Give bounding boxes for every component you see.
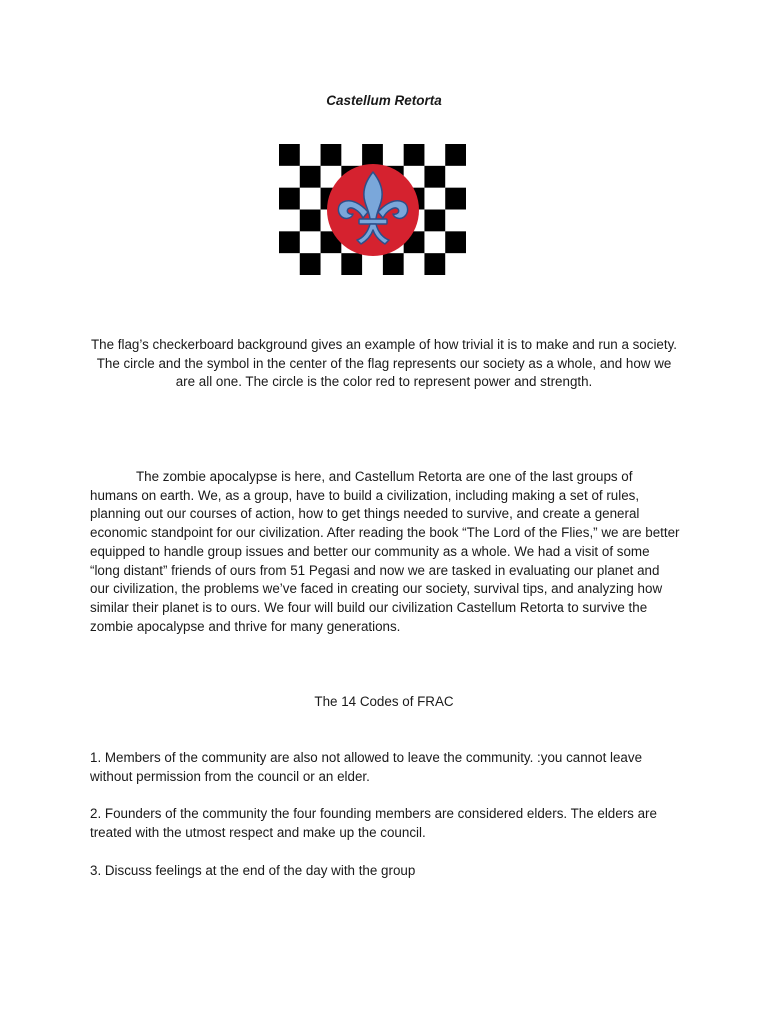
checker-square bbox=[300, 188, 321, 210]
flag-image bbox=[279, 144, 466, 275]
checker-square bbox=[404, 253, 425, 275]
checker-square bbox=[445, 188, 466, 210]
checker-square bbox=[383, 253, 404, 275]
checker-square bbox=[300, 166, 321, 188]
checker-square bbox=[300, 253, 321, 275]
rule-item: 1. Members of the community are also not allowed to leave the community. :you cannot leave without permission from the council or an elder. bbox=[90, 750, 643, 784]
checker-square bbox=[445, 144, 466, 166]
checker-square bbox=[362, 144, 383, 166]
checker-square bbox=[424, 144, 445, 166]
checker-square bbox=[445, 166, 466, 188]
flag-description: The flag’s checkerboard background gives an example of how trivial it is to make and run a society. The circle and the symbol in the center of the flag represents our society as a whole, and how we are all one. The circle is the color red to represent power and strength. bbox=[90, 337, 678, 390]
checker-square bbox=[383, 144, 404, 166]
checker-square bbox=[404, 144, 425, 166]
rule-item: 3. Discuss feelings at the end of the day with the group bbox=[90, 863, 416, 878]
checker-square bbox=[445, 210, 466, 232]
checker-square bbox=[300, 210, 321, 232]
intro-text: The zombie apocalypse is here, and Castellum Retorta are one of the last groups of humans on earth. We, as a group, have to build a civilization, including making a set of rules, planning out our courses of action, how to get things needed to survive, and create a general economic standpoint for our civilization. After reading the book “The Lord of the Flies,” we are better equipped to handle group issues and better our community as a whole. We had a visit of some “long distant” friends of ours from 51 Pegasi and now we are tasked in evaluating our planet and our civilization, the problems we’ve faced in creating our society, survival tips, and analyzing how similar their planet is to ours. We four will build our civilization Castellum Retorta to survive the zombie apocalypse and thrive for many generations. bbox=[90, 469, 680, 634]
checker-square bbox=[300, 231, 321, 253]
checker-square bbox=[321, 253, 342, 275]
checker-square bbox=[424, 253, 445, 275]
checker-square bbox=[279, 144, 300, 166]
checker-square bbox=[341, 253, 362, 275]
checker-square bbox=[279, 253, 300, 275]
rule-item: 2. Founders of the community the four founding members are considered elders. The elders are treated with the utmost respect and make up the council. bbox=[90, 806, 657, 840]
checker-square bbox=[321, 144, 342, 166]
checker-square bbox=[341, 144, 362, 166]
checker-square bbox=[424, 210, 445, 232]
checker-square bbox=[279, 166, 300, 188]
checker-square bbox=[445, 231, 466, 253]
checker-square bbox=[279, 231, 300, 253]
checker-square bbox=[424, 188, 445, 210]
checker-square bbox=[279, 210, 300, 232]
intro-paragraph bbox=[90, 468, 680, 636]
checker-square bbox=[424, 231, 445, 253]
checker-square bbox=[424, 166, 445, 188]
checker-square bbox=[362, 253, 383, 275]
checker-square bbox=[445, 253, 466, 275]
codes-heading: The 14 Codes of FRAC bbox=[314, 694, 454, 709]
checker-square bbox=[300, 144, 321, 166]
checker-square bbox=[279, 188, 300, 210]
flag-graphic bbox=[279, 144, 466, 275]
page-title: Castellum Retorta bbox=[326, 93, 442, 108]
